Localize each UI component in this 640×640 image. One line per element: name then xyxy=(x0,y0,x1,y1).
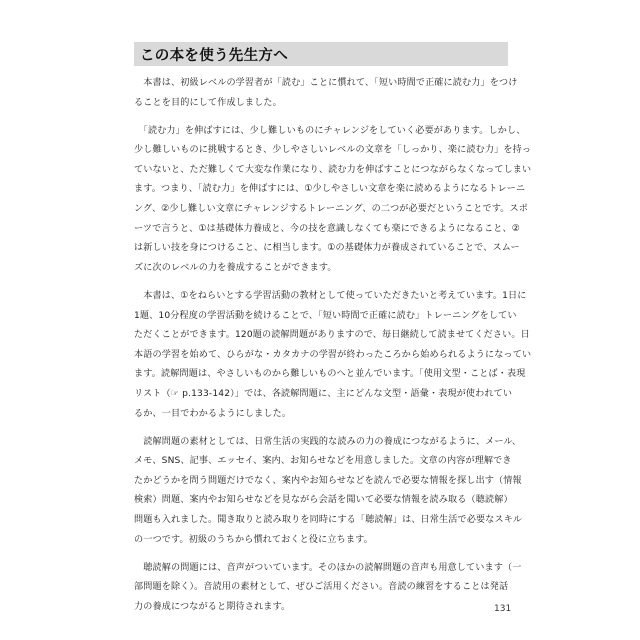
text-line: 部問題を除く）。音読用の素材として、ぜひご活用ください。音読の練習をすることは発話 xyxy=(134,582,509,593)
text-line: 聴読解の問題には、音声がついています。そのほかの読解問題の音声も用意しています（一 xyxy=(134,562,522,573)
text-line: ていないと、ただ難しくて大変な作業になり、読む力を伸ばすことにつながらなくなってしまい xyxy=(134,164,532,175)
section-title-bar xyxy=(134,42,508,66)
text-line: ズに次のレベルの力を養成することができます。 xyxy=(134,262,337,273)
text-line: ることを目的にして作成しました。 xyxy=(134,97,282,108)
text-line: 本語の学習を始めて、ひらがな・カタカナの学習が終わったころから始められるようになってい xyxy=(134,349,532,360)
text-line: たかどうかを問う問題だけでなく、案内やお知らせなどを読んで必要な情報を探し出す（情報 xyxy=(134,475,522,486)
text-line: 少し難しいものに挑戦するとき、少しやさしいレベルの文章を「しっかり、楽に読む力」を持っ xyxy=(134,145,532,156)
body-text xyxy=(134,74,532,626)
text-line: 問題も入れました。聞き取りと読み取りを同時にする「聴読解」は、日常生活で必要なスキル xyxy=(134,514,523,525)
paragraph xyxy=(134,122,532,279)
text-line: 力の養成につながると期待されます。 xyxy=(134,601,291,612)
text-line: ます。つまり、「読む力」を伸ばすには、①少しやさしい文章を楽に読めるようになるトレーニ xyxy=(134,184,526,195)
text-line: 本書は、①をねらいとする学習活動の教材として使っていただきたいと考えています。1日に xyxy=(134,290,527,301)
page-number: 131 xyxy=(494,604,512,614)
section-title: この本を使う先生方へ xyxy=(140,47,288,64)
paragraph xyxy=(134,287,532,424)
paragraph xyxy=(134,559,522,618)
text-line: ーツで言うと、①は基礎体力養成と、今の技を意識しなくても楽にできるようになること、② xyxy=(134,223,520,234)
text-line: 「読む力」を伸ばすには、少し難しいものにチャレンジをしていく必要があります。しかし、 xyxy=(134,125,526,136)
text-line: 検索）問題、案内やお知らせなどを見ながら会話を聞いて必要な情報を読み取る（聴読解） xyxy=(134,495,513,506)
text-line: は新しい技を身につけること、に相当します。①の基礎体力が養成されていることで、スムー xyxy=(134,243,520,254)
text-line: るか、一目でわかるようにしました。 xyxy=(134,408,292,419)
text-line: ただくことができます。120題の読解問題がありますので、毎日継続して読ませてください。日 xyxy=(134,330,530,341)
text-line: 1題、10分程度の学習活動を続けることで、「短い時間で正確に読む」トレーニングをしてい xyxy=(134,310,517,321)
text-line: 読解問題の素材としては、日常生活の実践的な読みの力の養成につながるように、メール、 xyxy=(134,436,522,447)
text-line: 本書は、初級レベルの学習者が「読む」ことに慣れて、「短い時間で正確に読む力」をつけ xyxy=(134,78,518,88)
text-line: メモ、SNS、記事、エッセイ、案内、お知らせなどを用意しました。文章の内容が理解でき xyxy=(134,456,512,467)
paragraph xyxy=(134,433,523,551)
text-line: リスト（☞ p.133-142）」では、各読解問題に、主にどんな文型・語彙・表現が使われてい xyxy=(134,388,513,399)
text-line: の一つです。初級のうちから慣れておくと役に立ちます。 xyxy=(134,534,373,545)
text-line: ます。読解問題は、やさしいものから難しいものへと並んでいます。「使用文型・ことば・表現 xyxy=(134,369,526,380)
text-line: ング、②少し難しい文章にチャレンジするトレーニング、の二つが必要だということです。スポ xyxy=(134,204,528,215)
paragraph xyxy=(134,74,518,113)
